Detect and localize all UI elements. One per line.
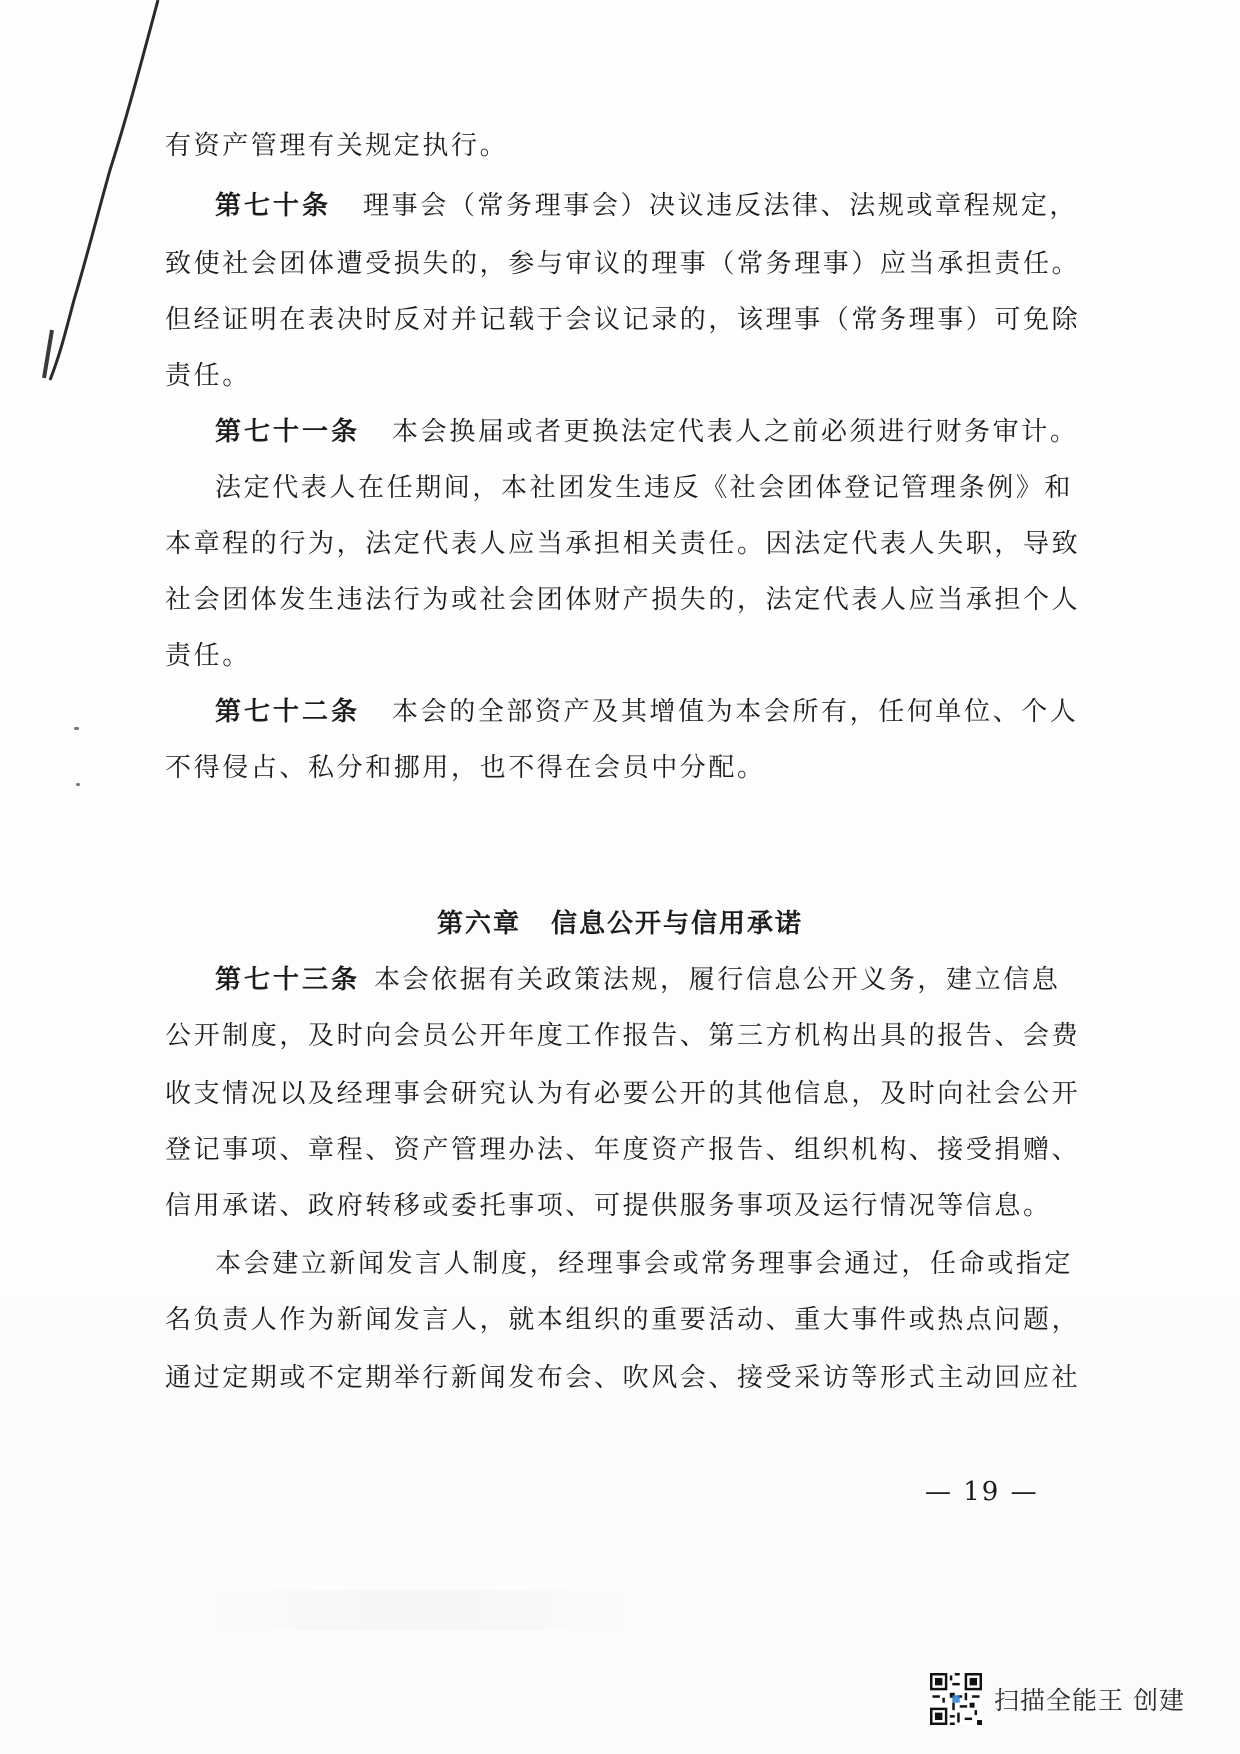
text-line: 不得侵占、私分和挪用，也不得在会员中分配。 bbox=[165, 753, 766, 783]
watermark-text: 扫描全能王 创建 bbox=[994, 1686, 1185, 1715]
text-line: 但经证明在表决时反对并记载于会议记录的，该理事（常务理事）可免除 bbox=[165, 305, 1081, 335]
text-line: 责任。 bbox=[165, 641, 251, 671]
article-72: 第七十二条 本会的全部资产及其增值为本会所有，任何单位、个人 bbox=[215, 697, 1079, 727]
scan-speck bbox=[76, 783, 80, 786]
article-number: 第七十条 bbox=[215, 191, 332, 221]
article-70: 第七十条 理事会（常务理事会）决议违反法律、法规或章程规定， bbox=[215, 191, 1079, 221]
pen-stroke-mark bbox=[30, 0, 190, 420]
article-number: 第七十一条 bbox=[215, 417, 361, 447]
text-line: 致使社会团体遭受损失的，参与审议的理事（常务理事）应当承担责任。 bbox=[165, 249, 1081, 279]
text-line: 本会建立新闻发言人制度，经理事会或常务理事会通过，任命或指定 bbox=[215, 1249, 1074, 1279]
text-line: 社会团体发生违法行为或社会团体财产损失的，法定代表人应当承担个人 bbox=[165, 585, 1081, 615]
scanner-watermark bbox=[930, 1668, 1185, 1730]
text-line: 本章程的行为，法定代表人应当承担相关责任。因法定代表人失职，导致 bbox=[165, 529, 1081, 559]
article-71: 第七十一条 本会换届或者更换法定代表人之前必须进行财务审计。 bbox=[215, 417, 1079, 447]
article-73: 第七十三条 本会依据有关政策法规，履行信息公开义务，建立信息 bbox=[215, 965, 1061, 995]
page-number: — 19 — bbox=[925, 1477, 1039, 1507]
text-line: 有资产管理有关规定执行。 bbox=[165, 131, 509, 161]
article-number: 第七十二条 bbox=[215, 697, 361, 727]
text-line: 收支情况以及经理事会研究认为有必要公开的其他信息，及时向社会公开 bbox=[165, 1079, 1081, 1109]
text-line: 信用承诺、政府转移或委托事项、可提供服务事项及运行情况等信息。 bbox=[165, 1191, 1052, 1221]
chapter-number: 第六章 bbox=[436, 909, 521, 939]
text-line: 责任。 bbox=[165, 361, 251, 391]
scan-speck bbox=[74, 727, 79, 730]
text-line: 通过定期或不定期举行新闻发布会、吹风会、接受采访等形式主动回应社 bbox=[165, 1363, 1081, 1393]
article-number: 第七十三条 bbox=[215, 965, 361, 995]
qr-code-icon bbox=[930, 1673, 982, 1725]
chapter-title: 信息公开与信用承诺 bbox=[551, 909, 804, 939]
text-line: 法定代表人在任期间，本社团发生违反《社会团体登记管理条例》和 bbox=[215, 473, 1074, 503]
text-line: 登记事项、章程、资产管理办法、年度资产报告、组织机构、接受捐赠、 bbox=[165, 1135, 1081, 1165]
text-line: 名负责人作为新闻发言人，就本组织的重要活动、重大事件或热点问题， bbox=[165, 1305, 1081, 1335]
text-line: 公开制度，及时向会员公开年度工作报告、第三方机构出具的报告、会费 bbox=[165, 1021, 1081, 1051]
scan-shadow bbox=[190, 1590, 650, 1630]
chapter-heading bbox=[0, 906, 1240, 942]
